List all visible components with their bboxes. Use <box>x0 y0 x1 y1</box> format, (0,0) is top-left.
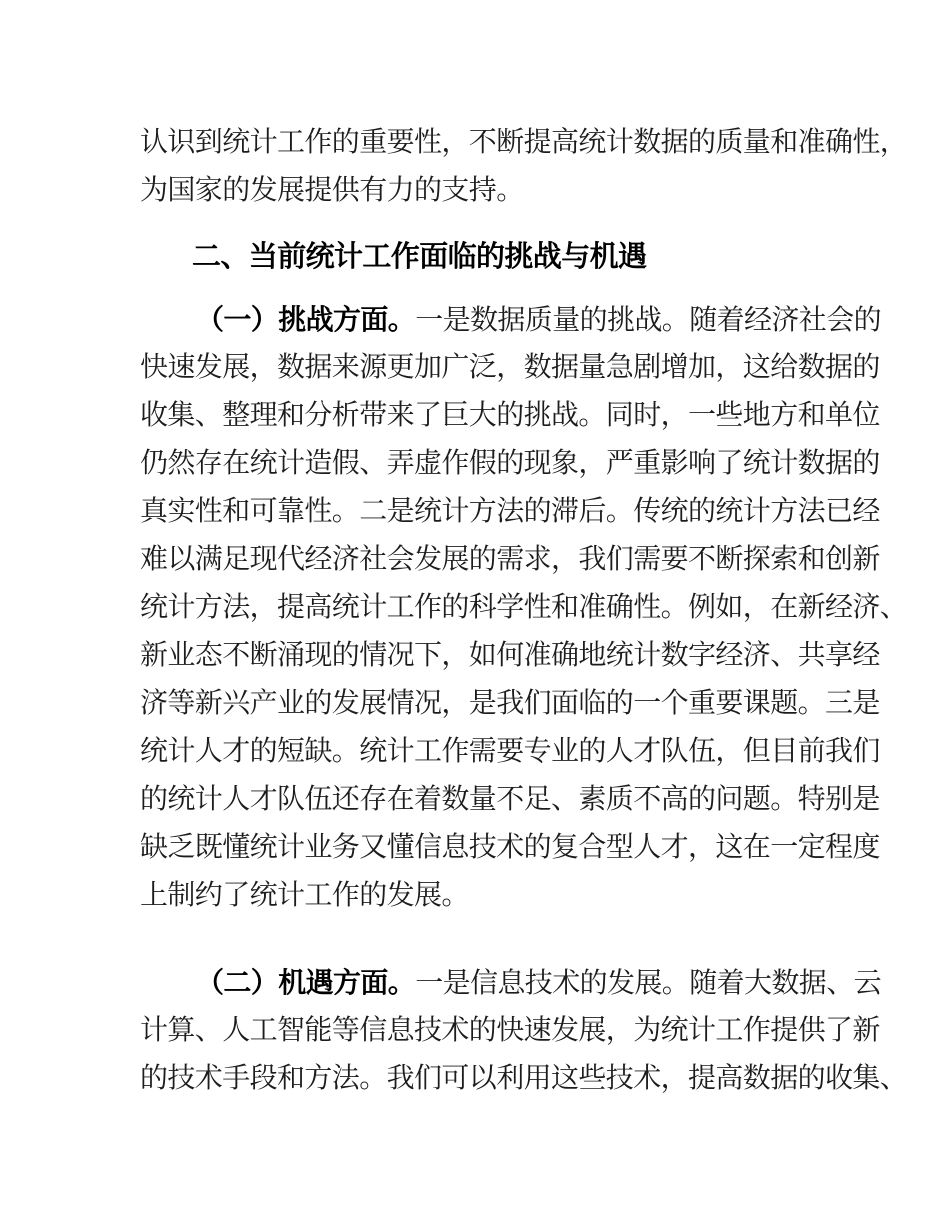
paragraph-line: 缺乏既懂统计业务又懂信息技术的复合型人才，这在一定程度 <box>140 832 880 863</box>
paragraph-text: 一是信息技术的发展。随着大数据、云 <box>415 968 882 999</box>
paragraph-line: 快速发展，数据来源更加广泛，数据量急剧增加，这给数据的 <box>140 352 880 383</box>
paragraph-line: 收集、整理和分析带来了巨大的挑战。同时，一些地方和单位 <box>140 400 880 431</box>
paragraph-line: 济等新兴产业的发展情况，是我们面临的一个重要课题。三是 <box>140 688 880 719</box>
paragraph-line <box>140 959 910 1007</box>
paragraph-line: 上制约了统计工作的发展。 <box>140 880 469 911</box>
paragraph-line: 难以满足现代经济社会发展的需求，我们需要不断探索和创新 <box>140 544 880 575</box>
paragraph-line: 统计方法，提高统计工作的科学性和准确性。例如，在新经济、 <box>140 592 908 623</box>
challenges-lead-label: （一）挑战方面。 <box>196 304 416 335</box>
document-content <box>140 119 910 1103</box>
paragraph-line: 的统计人才队伍还存在着数量不足、素质不高的问题。特别是 <box>140 784 880 815</box>
paragraph-line <box>140 296 910 344</box>
paragraph-line: 统计人才的短缺。统计工作需要专业的人才队伍，但目前我们 <box>140 736 880 767</box>
intro-paragraph <box>140 119 910 215</box>
paragraph-line: 认识到统计工作的重要性，不断提高统计数据的质量和准确性， <box>140 127 908 158</box>
paragraph-line: 计算、人工智能等信息技术的快速发展，为统计工作提供了新 <box>140 1015 880 1046</box>
section-heading: 二、当前统计工作面临的挑战与机遇 <box>192 241 647 273</box>
paragraph-line: 新业态不断涌现的情况下，如何准确地统计数字经济、共享经 <box>140 640 880 671</box>
paragraph-line: 为国家的发展提供有力的支持。 <box>140 175 524 206</box>
paragraph-line: 真实性和可靠性。二是统计方法的滞后。传统的统计方法已经 <box>140 496 880 527</box>
opportunities-lead-label: （二）机遇方面。 <box>196 967 416 998</box>
opportunities-paragraph <box>140 959 910 1103</box>
challenges-paragraph <box>140 296 910 920</box>
paragraph-text: 一是数据质量的挑战。随着经济社会的 <box>415 305 882 336</box>
paragraph-line: 仍然存在统计造假、弄虚作假的现象，严重影响了统计数据的 <box>140 448 880 479</box>
paragraph-line: 的技术手段和方法。我们可以利用这些技术，提高数据的收集、 <box>140 1063 908 1094</box>
